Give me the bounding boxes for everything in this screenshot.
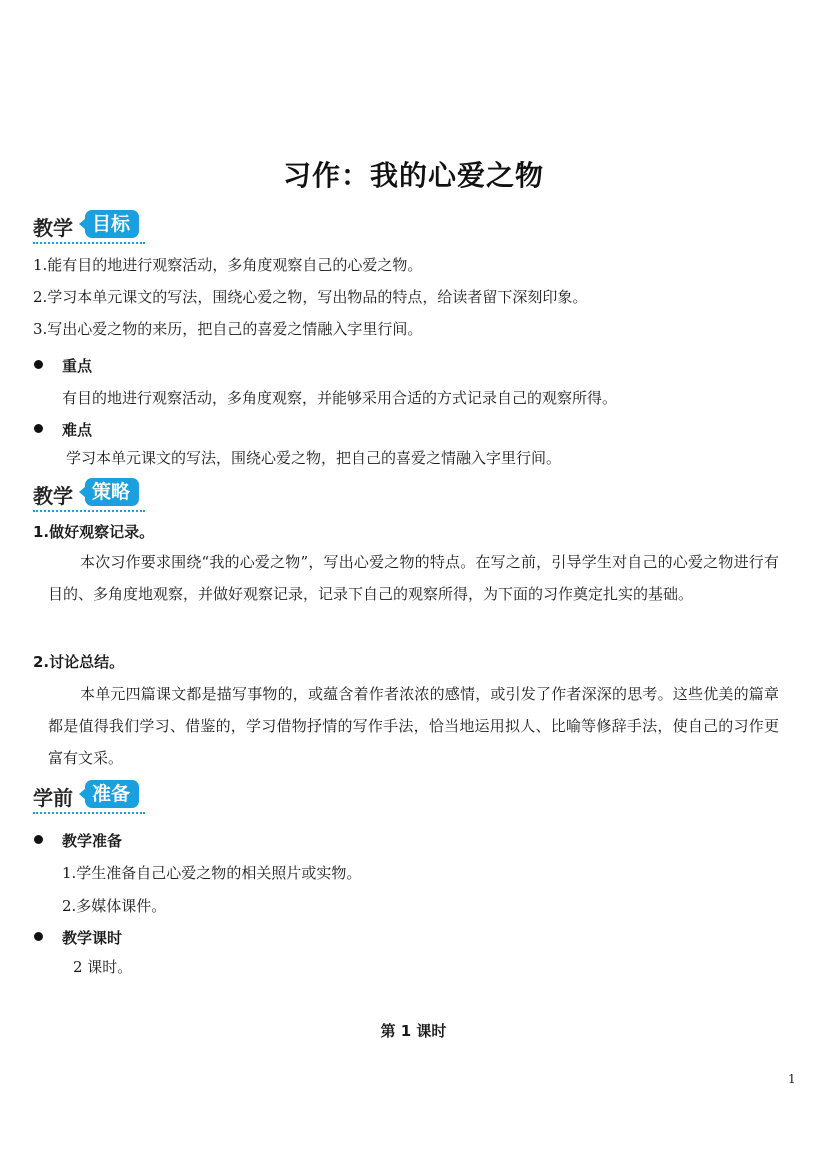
goal-item-3: 3.写出心爱之物的来历，把自己的喜爱之情融入字里行间。 xyxy=(33,320,423,338)
bullet-icon xyxy=(34,932,43,941)
bullet-icon xyxy=(34,835,43,844)
section-header-tag: 目标 xyxy=(85,210,139,238)
difficult-point-text: 学习本单元课文的写法，围绕心爱之物，把自己的喜爱之情融入字里行间。 xyxy=(66,449,562,467)
prep-item-2: 2.多媒体课件。 xyxy=(62,897,167,915)
section-header-strategy xyxy=(33,478,173,512)
dotted-underline xyxy=(33,242,145,244)
page-title: 习作：我的心爱之物 xyxy=(282,159,544,192)
lesson-time-text: 2 课时。 xyxy=(73,958,133,976)
goal-item-2: 2.学习本单元课文的写法，围绕心爱之物，写出物品的特点，给读者留下深刻印象。 xyxy=(33,288,588,306)
prep-item-1: 1.学生准备自己心爱之物的相关照片或实物。 xyxy=(62,864,362,882)
lesson-time-label: 教学课时 xyxy=(62,929,123,947)
key-point-text: 有目的地进行观察活动，多角度观察，并能够采用合适的方式记录自己的观察所得。 xyxy=(62,389,618,407)
section-header-prep xyxy=(33,780,173,814)
section-header-tag: 准备 xyxy=(85,780,139,808)
section-header-prefix: 教学 xyxy=(33,484,73,508)
dotted-underline xyxy=(33,510,145,512)
prep-label: 教学准备 xyxy=(62,832,123,850)
dotted-underline xyxy=(33,812,145,814)
strategy-text-2: 本单元四篇课文都是描写事物的，或蕴含着作者浓浓的感情，或引发了作者深深的思考。这些优美的篇章都是值得我们学习、借鉴的，学习借物抒情的写作手法，恰当地运用拟人、比喻等修辞手法，使自己的习作更富有文采。 xyxy=(48,685,779,767)
section-header-prefix: 学前 xyxy=(33,786,73,810)
strategy-text-1: 本次习作要求围绕“我的心爱之物”，写出心爱之物的特点。在写之前，引导学生对自己的心爱之物进行有目的、多角度地观察，并做好观察记录，记录下自己的观察所得，为下面的习作奠定扎实的基础。 xyxy=(48,553,779,603)
goal-item-1: 1.能有目的地进行观察活动，多角度观察自己的心爱之物。 xyxy=(33,256,423,274)
strategy-heading-2: 2.讨论总结。 xyxy=(33,653,125,671)
key-point-label: 重点 xyxy=(62,357,93,375)
strategy-heading-1: 1.做好观察记录。 xyxy=(33,523,155,541)
bullet-icon xyxy=(34,424,43,433)
page-number: 1 xyxy=(788,1072,796,1086)
section-header-prefix: 教学 xyxy=(33,216,73,240)
section-header-goals xyxy=(33,210,173,244)
section-header-tag: 策略 xyxy=(85,478,139,506)
bullet-icon xyxy=(34,360,43,369)
difficult-point-label: 难点 xyxy=(62,421,93,439)
lesson-heading: 第 1 课时 xyxy=(380,1022,447,1040)
